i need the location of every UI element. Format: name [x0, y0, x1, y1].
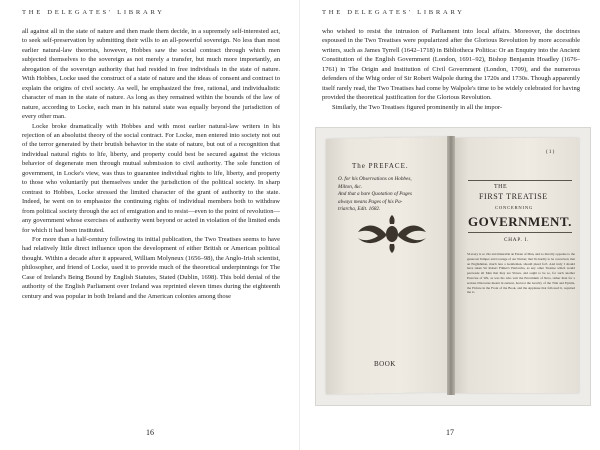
facsimile-photo: [315, 127, 591, 406]
preface-line: Milton, &c.: [338, 183, 363, 190]
divider: [468, 232, 572, 233]
left-body-text: [22, 27, 280, 301]
paragraph: For more than a half-century following its initial publication, the Two Treatises seems to have had relatively little direct influence upon the development of either British or American political thought. Within a decade after it appeared, William Molyneux (1656–98), the Anglo-Irish scientist, philosopher, and friend of Locke, used it to provide much of the theoretical underpinnings for The Case of Ireland's Being Bound by English Statutes, Stated (Dublin, 1698). This bold denial of the authority of the English Parliament over Ireland was reprinted eleven times during the eighteenth century and was popular in both Ireland and the American colonies among those: [22, 235, 280, 300]
title-government: GOVERNMENT.: [468, 214, 572, 229]
paragraph: all against all in the state of nature and then made them decide, in a supremely self-interested act, to seek self-preservation by submitting their wills to an all-powerful sovereign. No less than most earlier natural-law theorists, however, Hobbes saw the social contract through which men subjected themselves to the sovereign as not merely a transfer, but much more importantly, an abrogation of the sovereign authority that had resided in free individuals in the state of nature. With Hobbes, Locke used the construct of a state of nature and the ideas of consent and contract to explain the origins of civil society. As well, he emphasized the free, rational, and individualistic character of man in the state of nature. As long as they remained within the bounds of the law of nature, according to Locke, each man in his natural state was equally beyond the jurisdiction of every other man.: [22, 28, 280, 121]
right-body-text: [322, 27, 580, 112]
catchword: BOOK: [374, 360, 396, 368]
running-head-right: THE DELEGATES' LIBRARY: [322, 9, 465, 16]
paragraph: Similarly, the Two Treatises figured prominently in all the impor-: [332, 103, 503, 111]
title-first-treatise: FIRST TREATISE: [479, 192, 548, 201]
ornament-icon: [352, 214, 432, 254]
running-head-left: THE DELEGATES' LIBRARY: [22, 9, 165, 16]
facsimile-body-text: SLavery is so vile and miserable an Estate of Man, and so directly opposite to the generous Temper and Courage of our Nation; that 'tis hardly to be conceived, that an Englishman, much less a Gentleman, should plead for't. And truly I should have taken Sir Robert Filmer's Patriarcha, as any other Treatise which would perswade all Men that they are Slaves, and ought to be so, for such another Exercise of Wit, as was his who writ the Encomium of Nero, rather than for a serious Discourse meant in earnest, had not the Gravity of the Title and Epistle, the Picture in the Front of the Book, and the Applause that followed it, required me to: [467, 252, 575, 295]
right-page: [300, 0, 600, 450]
preface-line: O. for his Observations on Hobbes,: [338, 176, 412, 182]
page-number-left: 16: [146, 428, 154, 437]
title-the: THE: [494, 184, 508, 190]
paragraph: who wished to resist the intrusion of Parliament into local affairs. Moreover, the doctrines espoused in the Two Treatises were popularized after the Glorious Revolution by more accessible writers, such as James Tyrrell (1642–1718) in Bibliotheca Politica: Or an Enquiry into the Ancient Constitution of the English Government (London, 1691–92), Bishop Benjamin Hoadley (1676–1761) in The Origin and Institution of Civil Government (London, 1709), and the numerous defenders of the Whig order of Sir Robert Walpole during the 1720s and 1730s. Though apparently itself rarely read, the Two Treatises had come by Walpole's time to be widely celebrated for having provided the theoretical justification for the Glorious Revolution.: [322, 28, 580, 102]
facsimile-page-number: ( 1 ): [546, 150, 555, 155]
chapter-heading: CHAP. I.: [504, 237, 530, 243]
paragraph: Locke broke dramatically with Hobbes and with most earlier natural-law writers in his rejection of an absolutist theory of the social contract. For Locke, men entered into society not out of the terror generated by their brutish behavior in the state of nature, but out of a recognition that individual natural rights to life, liberty, and property could best be secured against the vicious behavior of degenerate men through mutual submission to civil authority. The sole function of government, in Locke's view, was thus to guarantee individual rights to life, liberty, and property to those who voluntarily put themselves under the jurisdiction of the political society. In sharp contrast to Hobbes, Locke stressed the limited character of the grant of authority to the state. Indeed, he went on to emphasize the continuing rights of individual members both to withdraw from political society through the act of emigration and to resist—even to the point of revolution—any government whose exercises of authority went beyond or acted in violation of the limited ends for which it had been instituted.: [22, 122, 280, 234]
preface-line: And that a bare Quotation of Pages: [338, 191, 412, 197]
preface-line: always means Pages of his Pa-: [338, 198, 403, 205]
page-number-right: 17: [446, 428, 454, 437]
title-concerning: CONCERNING: [495, 205, 534, 210]
book-spine: [447, 136, 455, 395]
preface-heading: The PREFACE.: [352, 162, 409, 170]
preface-lines: [338, 176, 446, 214]
divider: [468, 180, 572, 181]
preface-line: triarcha, Edit. 1682.: [338, 206, 381, 212]
